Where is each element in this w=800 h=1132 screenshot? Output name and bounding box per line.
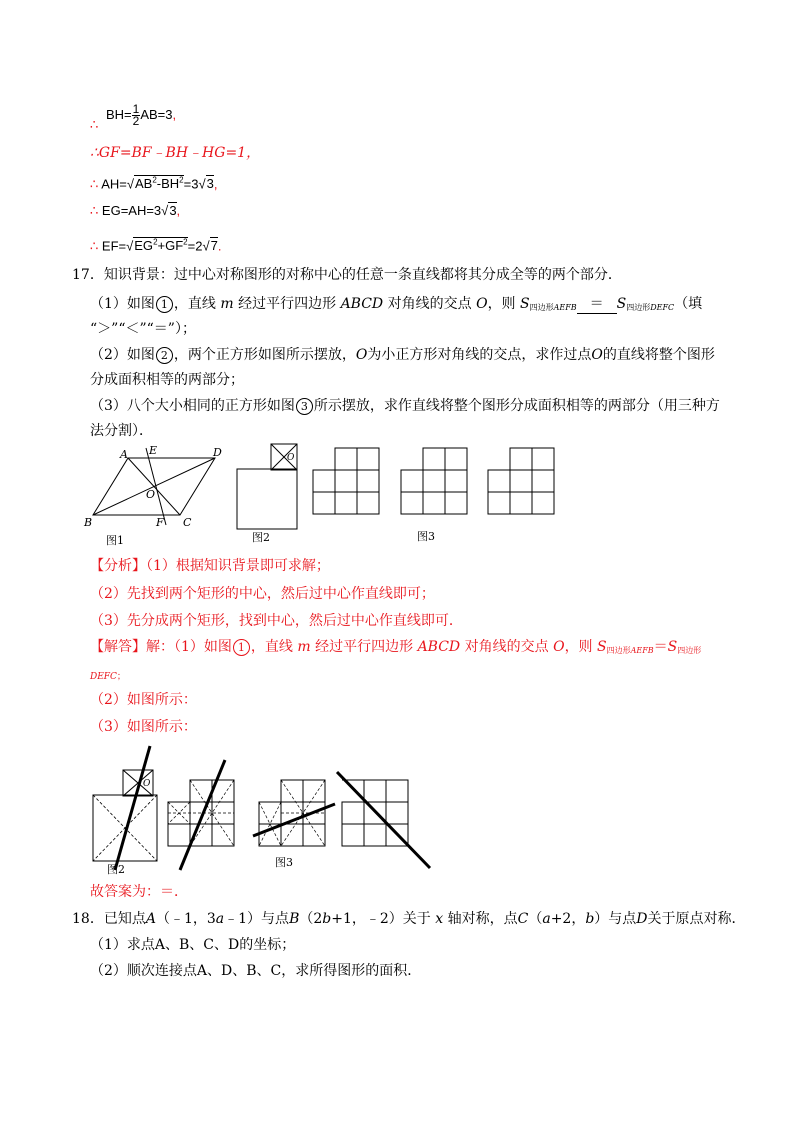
- solution-1: 【解答】解：（1）如图 1 ，直线 m 经过平行四边形 ABCD 对角线的交点 O，则 $S_{四边形AEFB}=S_{四边形}$: [90, 639, 702, 655]
- q18-part1: （1）求点A、B、C、D的坐标；: [90, 937, 296, 953]
- label-O-sol: O: [143, 779, 151, 789]
- q17-part2: （2）如图 2 ，两个正方形如图所示摆放，O为小正方形对角线的交点，求作过点O的直线将整个图形: [90, 347, 715, 363]
- analysis-1: 【分析】（1）根据知识背景即可求解；: [90, 558, 330, 574]
- circled-1: 1: [156, 296, 173, 313]
- label-B: B: [84, 516, 93, 529]
- label-O: O: [146, 488, 156, 501]
- answer-line: 故答案为：＝．: [90, 884, 188, 900]
- equation-ah: ∴ $AH=√AB^2-BH^2=3√3$,: [90, 176, 218, 192]
- label-O-fig2: O: [287, 453, 295, 463]
- solution-figure-3-label: 图3: [275, 856, 293, 869]
- equation-eg: ∴ EG=AH=3√3,: [90, 203, 181, 218]
- figure-2-label: 图2: [252, 531, 270, 544]
- figure-3-grids: [313, 448, 554, 514]
- equation-ef: ∴ $EF=√EG^2+GF^2=2√7$.: [90, 238, 222, 254]
- label-E: E: [149, 444, 158, 457]
- label-D: D: [213, 446, 222, 459]
- q17-part1-cont: “＞”“＜”“＝”）；: [90, 321, 196, 337]
- solution-figure-3a: [168, 760, 234, 870]
- solution-figure-3c: [337, 772, 430, 868]
- figure-3-label: 图3: [417, 530, 435, 543]
- q17-part1: （1）如图 1 ，直线 m 经过平行四边形 ABCD 对角线的交点 O，则 $S_{四边形AEFB} = S_{四边形DEFC}$（填: [90, 296, 703, 312]
- figure-row-solution: [85, 742, 445, 878]
- solution-figure-2-label: 图2: [107, 863, 125, 876]
- q18-part2: （2）顺次连接点A、D、B、C，求所得图形的面积．: [90, 963, 422, 979]
- analysis-3: （3）先分成两个矩形，找到中心，然后过中心作直线即可．: [90, 613, 463, 629]
- label-A: A: [120, 448, 128, 461]
- figure-1-parallelogram: [93, 448, 215, 525]
- figure-row-question: [80, 440, 580, 552]
- fraction-half: $\frac{1}{2}$: [132, 102, 140, 128]
- label-C: C: [183, 516, 192, 529]
- q18-statement: 18．已知点A（﹣1，3a﹣1）与点B（2b+1，﹣2）关于 x 轴对称，点C（a+2，b）与点D关于原点对称．: [72, 911, 746, 927]
- q17-part3: （3）八个大小相同的正方形如图 3 所示摆放，求作直线将整个图形分成面积相等的两部分（用三种方: [90, 398, 720, 414]
- label-F: F: [156, 516, 164, 529]
- answer-blank: ＝: [577, 295, 617, 314]
- q17-part2-cont: 分成面积相等的两部分；: [90, 372, 244, 388]
- figure-1-label: 图1: [106, 534, 124, 547]
- analysis-2: （2）先找到两个矩形的中心，然后过中心作直线即可；: [90, 586, 435, 602]
- q17-intro: 17．知识背景：过中心对称图形的对称中心的任意一条直线都将其分成全等的两个部分．: [72, 267, 622, 283]
- eq1-rhs: AB=3: [140, 106, 173, 122]
- equation-gf: ∴GF=BF﹣BH﹣HG=1，: [90, 145, 261, 161]
- therefore-symbol: ∴: [90, 117, 99, 132]
- solution-figure-3b: [253, 780, 335, 846]
- solution-3: （3）如图所示：: [90, 719, 197, 735]
- solution-2: （2）如图所示：: [90, 692, 197, 708]
- eq1-lhs: BH=: [106, 106, 132, 122]
- solution-figure-2: [93, 746, 157, 870]
- q17-part3-cont: 法分割）．: [90, 423, 153, 439]
- solution-1-cont: DEFC；: [90, 672, 126, 682]
